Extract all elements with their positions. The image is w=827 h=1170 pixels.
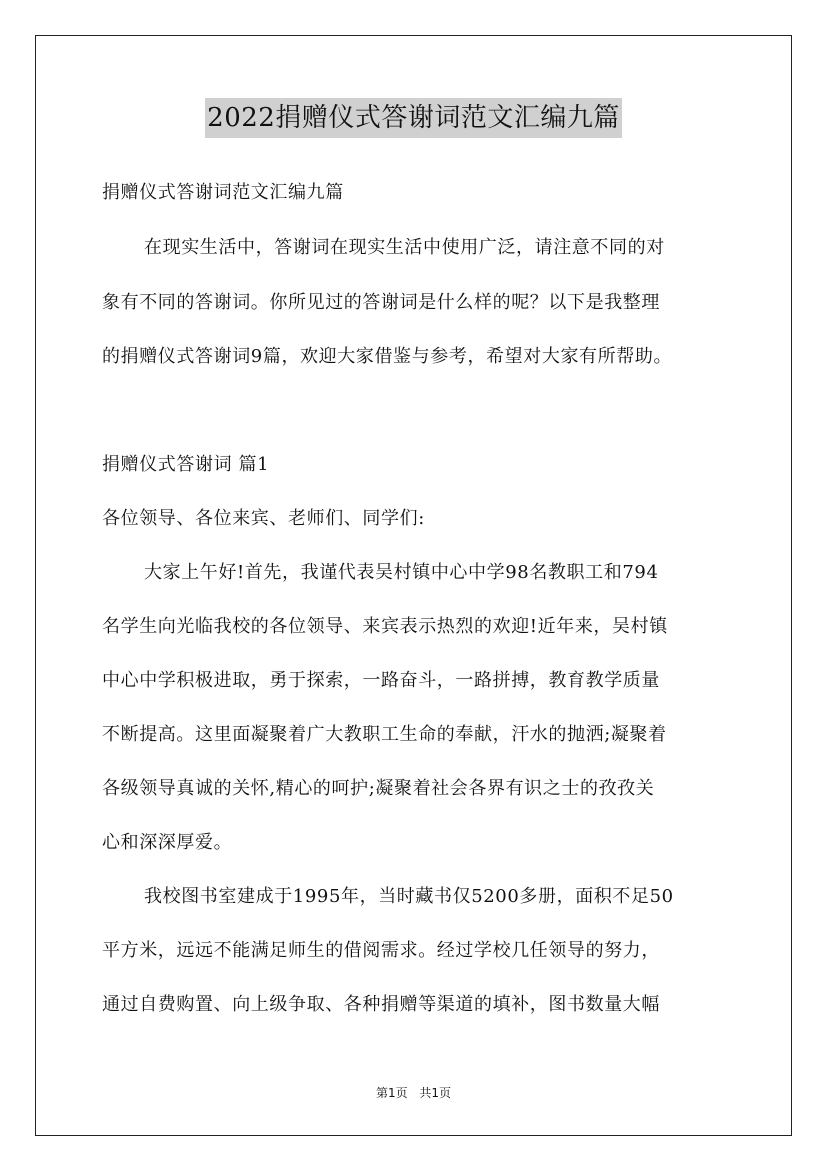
page-number: 第1页 [375,1086,408,1100]
paragraph-line: 心和深深厚爱。 [102,832,233,853]
paragraph-line: 中心中学积极进取，勇于探索，一路奋斗，一路拼搏，教育教学质量 [102,670,660,691]
document-subtitle: 捐赠仪式答谢词范文汇编九篇 [102,182,344,203]
paragraph-line: 我校图书室建成于1995年，当时藏书仅5200多册，面积不足50 [144,886,674,907]
document-title: 2022捐赠仪式答谢词范文汇编九篇 [205,98,622,138]
section-heading: 捐赠仪式答谢词 篇1 [102,454,270,475]
title-container [0,98,827,138]
intro-line: 象有不同的答谢词。你所见过的答谢词是什么样的呢？以下是我整理 [102,292,660,313]
intro-line: 在现实生活中，答谢词在现实生活中使用广泛，请注意不同的对 [144,237,665,258]
page-total: 共1页 [419,1086,452,1100]
paragraph-line: 大家上午好!首先，我谨代表吴村镇中心中学98名教职工和794 [144,562,659,583]
paragraph-line: 通过自费购置、向上级争取、各种捐赠等渠道的填补，图书数量大幅 [102,994,660,1015]
paragraph-line: 不断提高。这里面凝聚着广大教职工生命的奉献，汗水的抛洒;凝聚着 [102,724,667,745]
paragraph-line: 平方米，远远不能满足师生的借阅需求。经过学校几任领导的努力， [102,940,660,961]
paragraph-line: 名学生向光临我校的各位领导、来宾表示热烈的欢迎!近年来，吴村镇 [102,616,668,637]
intro-line: 的捐赠仪式答谢词9篇，欢迎大家借鉴与参考，希望对大家有所帮助。 [102,346,673,367]
page-footer [0,1084,827,1101]
paragraph-line: 各级领导真诚的关怀,精心的呵护;凝聚着社会各界有识之士的孜孜关 [102,778,655,799]
salutation: 各位领导、各位来宾、老师们、同学们: [102,508,425,529]
